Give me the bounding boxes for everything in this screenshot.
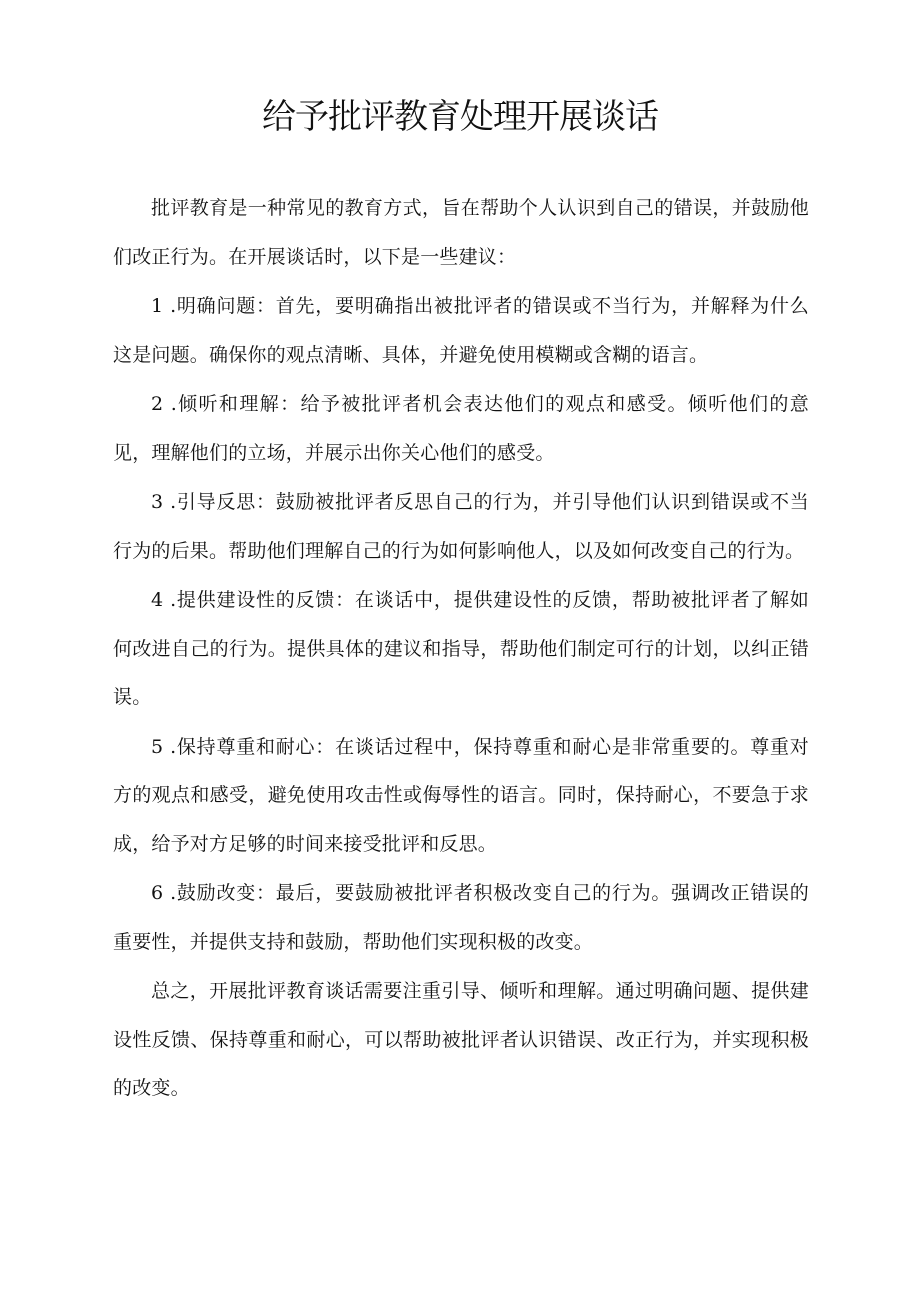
list-item	[113, 282, 809, 379]
item-text: .提供建设性的反馈：在谈话中，提供建设性的反馈，帮助被批评者了解如何改进自己的行为。提供具体的建议和指导，帮助他们制定可行的计划，以纠正错误。	[113, 589, 809, 708]
item-text: .保持尊重和耐心：在谈话过程中，保持尊重和耐心是非常重要的。尊重对方的观点和感受，避免使用攻击性或侮辱性的语言。同时，保持耐心，不要急于求成，给予对方足够的时间来接受批评和反思。	[113, 735, 809, 855]
document-title: 给予批评教育处理开展谈话	[262, 97, 658, 137]
list-item	[113, 478, 809, 575]
conclusion-paragraph: 总之，开展批评教育谈话需要注重引导、倾听和理解。通过明确问题、提供建设性反馈、保持尊重和耐心，可以帮助被批评者认识错误、改正行为，并实现积极的改变。	[113, 980, 809, 1099]
item-number: 4	[151, 589, 164, 611]
item-number: 5	[151, 735, 164, 758]
item-text: .引导反思：鼓励被批评者反思自己的行为，并引导他们认识到错误或不当行为的后果。帮助他们理解自己的行为如何影响他人，以及如何改变自己的行为。	[113, 491, 809, 562]
item-number: 3	[151, 491, 164, 513]
list-item	[113, 576, 809, 722]
document-body	[113, 184, 809, 1114]
item-number: 2	[151, 393, 164, 415]
list-item	[113, 380, 809, 477]
item-number: 1	[151, 295, 164, 317]
item-text: .倾听和理解：给予被批评者机会表达他们的观点和感受。倾听他们的意见，理解他们的立场，并展示出你关心他们的感受。	[113, 393, 809, 464]
item-text: .明确问题：首先，要明确指出被批评者的错误或不当行为，并解释为什么这是问题。确保你的观点清晰、具体，并避免使用模糊或含糊的语言。	[113, 295, 809, 366]
list-item	[113, 869, 809, 966]
item-text: .鼓励改变：最后，要鼓励被批评者积极改变自己的行为。强调改正错误的重要性，并提供支持和鼓励，帮助他们实现积极的改变。	[113, 882, 809, 953]
list-item	[113, 723, 809, 869]
item-number: 6	[151, 882, 164, 904]
intro-paragraph: 批评教育是一种常见的教育方式，旨在帮助个人认识到自己的错误，并鼓励他们改正行为。在开展谈话时，以下是一些建议：	[113, 197, 809, 268]
